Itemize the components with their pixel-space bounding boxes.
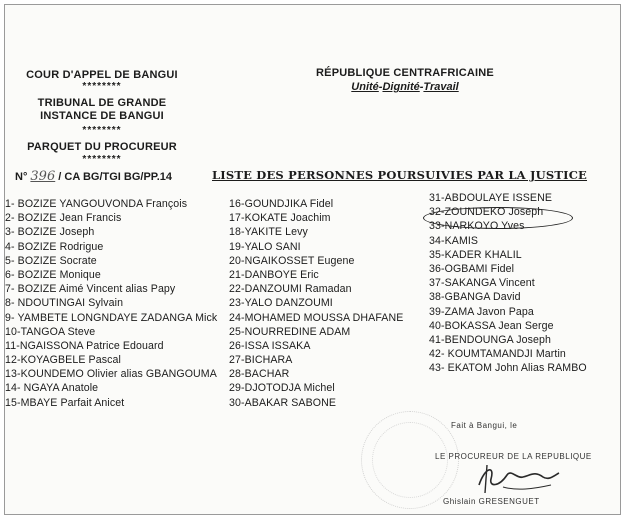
- list-item: 6- BOZIZE Monique: [5, 268, 101, 281]
- list-item: 5- BOZIZE Socrate: [5, 254, 97, 267]
- document-page: [4, 4, 621, 515]
- document-title: LISTE DES PERSONNES POURSUIVIES PAR LA JUSTICE: [212, 168, 588, 182]
- list-item: 13-KOUNDEMO Olivier alias GBANGOUMA: [5, 368, 217, 381]
- list-item: 37-SAKANGA Vincent: [429, 277, 535, 290]
- list-item: 43- EKATOM John Alias RAMBO: [429, 362, 587, 375]
- list-item: 10-TANGOA Steve: [5, 325, 96, 338]
- motto-separator: -: [419, 81, 424, 93]
- separator-stars: ********: [82, 81, 122, 92]
- list-item: 7- BOZIZE Aimé Vincent alias Papy: [5, 283, 176, 296]
- list-item: 23-YALO DANZOUMI: [229, 297, 333, 310]
- name-list-column-1: [5, 197, 217, 410]
- list-item: 24-MOHAMED MOUSSA DHAFANE: [229, 311, 404, 324]
- list-item: 30-ABAKAR SABONE: [229, 396, 336, 409]
- list-item: 21-DANBOYE Eric: [229, 268, 319, 281]
- list-item: 8- NDOUTINGAI Sylvain: [5, 297, 124, 310]
- list-item: 4- BOZIZE Rodrigue: [5, 240, 104, 253]
- list-item: 18-YAKITE Levy: [229, 226, 308, 239]
- tribunal-line-2: INSTANCE DE BANGUI: [40, 110, 164, 122]
- list-item: 41-BENDOUNGA Joseph: [429, 333, 552, 346]
- list-item: 19-YALO SANI: [229, 240, 301, 253]
- list-item: 32-ZOUNDEKO Joseph: [429, 206, 544, 219]
- list-item: 20-NGAIKOSSET Eugene: [229, 254, 355, 267]
- separator-stars: ********: [82, 154, 122, 165]
- list-item: 33-NARKOYO Yves: [429, 220, 525, 233]
- list-item: 26-ISSA ISSAKA: [229, 339, 311, 352]
- reference-handwritten-number: 396: [30, 169, 56, 184]
- list-item: 14- NGAYA Anatole: [5, 382, 99, 395]
- list-item: 15-MBAYE Parfait Anicet: [5, 396, 125, 409]
- circled-entry-mark: [423, 207, 573, 229]
- tribunal-line-1: TRIBUNAL DE GRANDE: [37, 97, 167, 109]
- list-item: 28-BACHAR: [229, 368, 290, 381]
- list-item: 34-KAMIS: [429, 234, 479, 247]
- list-item: 42- KOUMTAMANDJI Martin: [429, 348, 566, 361]
- list-item: 29-DJOTODJA Michel: [229, 382, 335, 395]
- motto-dignite: Dignité: [382, 81, 420, 93]
- list-item: 2- BOZIZE Jean Francis: [5, 212, 122, 225]
- republic-name: RÉPUBLIQUE CENTRAFRICAINE: [316, 67, 494, 79]
- name-list-column-2: [229, 197, 403, 410]
- list-item: 25-NOURREDINE ADAM: [229, 325, 351, 338]
- list-item: 9- YAMBETE LONGNDAYE ZADANGA Mick: [5, 311, 218, 324]
- signature-role: LE PROCUREUR DE LA REPUBLIQUE: [435, 452, 592, 461]
- national-motto: [305, 81, 505, 93]
- motto-unite: Unité: [351, 81, 379, 93]
- reference-prefix: N°: [15, 171, 28, 183]
- list-item: 22-DANZOUMI Ramadan: [229, 283, 352, 296]
- separator-stars: ********: [82, 125, 122, 136]
- list-item: 16-GOUNDJIKA Fidel: [229, 198, 334, 210]
- reference-number: [15, 169, 172, 184]
- list-item: 31-ABDOULAYE ISSENE: [429, 192, 552, 204]
- list-item: 12-KOYAGBELE Pascal: [5, 354, 121, 367]
- list-item: 27-BICHARA: [229, 354, 293, 367]
- list-item: 38-GBANGA David: [429, 291, 521, 304]
- list-item: 11-NGAISSONA Patrice Edouard: [5, 339, 164, 352]
- court-name: COUR D'APPEL DE BANGUI: [26, 69, 178, 81]
- list-item: 17-KOKATE Joachim: [229, 212, 331, 225]
- motto-separator: -: [378, 81, 383, 93]
- list-item: 39-ZAMA Javon Papa: [429, 305, 534, 318]
- list-item: 35-KADER KHALIL: [429, 248, 522, 261]
- signatory-name: Ghislain GRESENGUET: [443, 497, 540, 506]
- handwritten-signature: [473, 457, 563, 497]
- motto-travail: Travail: [423, 81, 459, 93]
- parquet-title: PARQUET DU PROCUREUR: [27, 141, 177, 153]
- list-item: 40-BOKASSA Jean Serge: [429, 319, 554, 332]
- list-item: 3- BOZIZE Joseph: [5, 226, 95, 239]
- list-item: 36-OGBAMI Fidel: [429, 262, 515, 275]
- reference-suffix: / CA BG/TGI BG/PP.14: [58, 171, 172, 183]
- signature-place: Fait à Bangui, le: [451, 421, 518, 430]
- list-item: 1- BOZIZE YANGOUVONDA François: [5, 198, 188, 210]
